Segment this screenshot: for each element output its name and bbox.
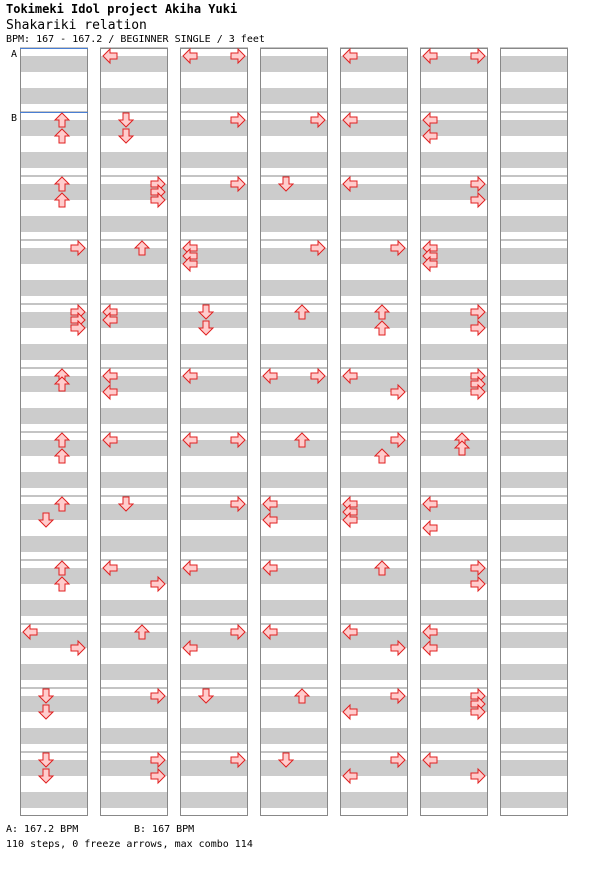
measure: [340, 304, 408, 368]
measure: [20, 176, 88, 240]
bpm-marker-label: B: [11, 113, 18, 124]
measure: [260, 304, 328, 368]
measure: [20, 368, 88, 432]
measure: [500, 240, 568, 304]
measure: [500, 560, 568, 624]
measure: [260, 176, 328, 240]
step-stats: 110 steps, 0 freeze arrows, max combo 114: [6, 839, 253, 850]
chart-column: [500, 48, 568, 816]
header-title: Tokimeki Idol project Akiha Yuki: [6, 2, 238, 16]
measure: [500, 688, 568, 752]
chart-info: BPM: 167 - 167.2 / BEGINNER SINGLE / 3 feet: [6, 34, 265, 45]
measure: [20, 688, 88, 752]
bpm-legend-a: A: 167.2 BPM: [6, 824, 79, 835]
measure: [500, 176, 568, 240]
measure: [260, 688, 328, 752]
measure: [500, 752, 568, 816]
measure: [340, 560, 408, 624]
chart-column: [180, 48, 248, 816]
measure: [500, 496, 568, 560]
measure: [100, 496, 168, 560]
measure: [180, 688, 248, 752]
measure: [260, 48, 328, 112]
measure: [20, 560, 88, 624]
measure: [260, 432, 328, 496]
chart-column: [20, 48, 88, 816]
measure: [500, 48, 568, 112]
measure: [100, 112, 168, 176]
measure: [500, 112, 568, 176]
measure: [20, 752, 88, 816]
measure: [260, 752, 328, 816]
measure: [100, 624, 168, 688]
bpm-marker-label: A: [11, 49, 18, 60]
measure: [420, 432, 488, 496]
measure: [20, 432, 88, 496]
measure: [180, 304, 248, 368]
measure: [20, 112, 88, 176]
measure: [20, 496, 88, 560]
measure: [500, 368, 568, 432]
bpm-legend-b: B: 167 BPM: [134, 824, 195, 835]
measure: [500, 432, 568, 496]
measure: [100, 240, 168, 304]
song-title: Shakariki relation: [6, 18, 147, 33]
measure: [500, 624, 568, 688]
chart-column: [260, 48, 328, 816]
measure: [20, 48, 88, 112]
measure: [500, 304, 568, 368]
